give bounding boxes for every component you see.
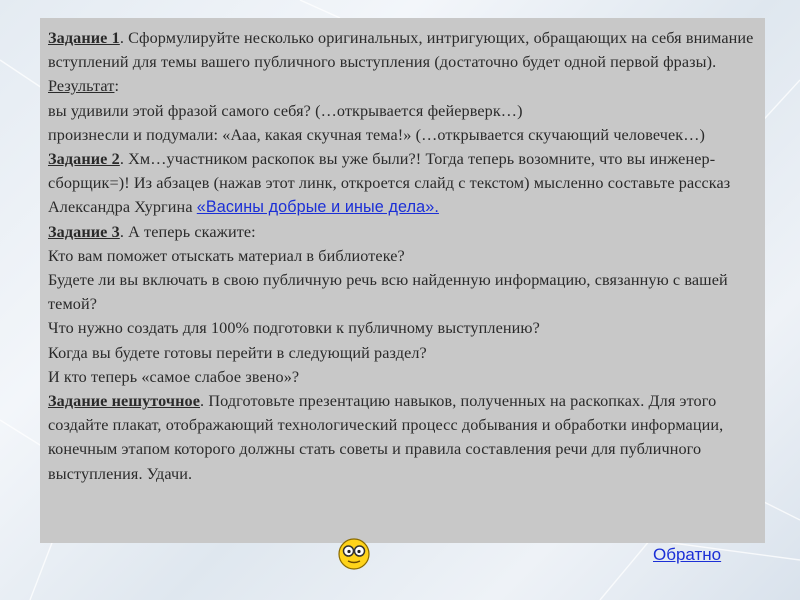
question-3: Что нужно создать для 100% подготовки к публичному выступлению? xyxy=(48,319,540,338)
nerd-smiley-icon xyxy=(337,537,371,571)
result-colon: : xyxy=(114,77,120,96)
task4-label: Задание нешуточное xyxy=(48,392,201,411)
task1-result-line1: вы удивили этой фразой самого себя? (…открывается фейерверк…) xyxy=(48,101,523,120)
story-link[interactable]: «Васины добрые и иные дела». xyxy=(196,198,439,217)
task3-text: . А теперь скажите: xyxy=(119,222,256,241)
question-4: Когда вы будете готовы перейти в следующий раздел? xyxy=(48,343,427,362)
task1-label: Задание 1 xyxy=(48,29,120,47)
task2-label: Задание 2 xyxy=(48,150,120,169)
task1-text: . Сформулируйте несколько оригинальных, интригующих, обращающих на себя внимание вступлений для темы вашего публичного выступления (достаточно будет одной первой фразы). xyxy=(48,29,754,72)
slide-content xyxy=(48,26,758,486)
question-1: Кто вам поможет отыскать материал в библиотеке? xyxy=(48,246,405,265)
task3-paragraph xyxy=(48,220,758,244)
task1-result-line2: произнесли и подумали: «Ааа, какая скучная тема!» (…открывается скучающий человечек…) xyxy=(48,125,706,144)
task2-paragraph xyxy=(48,147,758,220)
result-label: Результат xyxy=(48,77,115,96)
task1-paragraph xyxy=(48,26,758,99)
task4-text: . Подготовьте презентацию навыков, полученных на раскопках. Для этого создайте плакат, отображающий технологический процесс добывания и обработки информации, конечным этапом которого должны стать советы и правила составления речи для публичного выступления. Удачи. xyxy=(48,392,724,483)
question-2: Будете ли вы включать в свою публичную речь всю найденную информацию, связанную с вашей темой? xyxy=(48,271,728,314)
question-5: И кто теперь «самое слабое звено»? xyxy=(48,367,300,386)
task4-paragraph xyxy=(48,389,758,486)
back-link[interactable]: Обратно xyxy=(653,545,722,564)
task2-text: . Хм…участником раскопок вы уже были?! Тогда теперь возомните, что вы инженер-сборщик=)! Из абзацев (нажав этот линк, откроется слайд с текстом) мысленно составьте рассказ Александра Хургина xyxy=(48,150,731,217)
task3-label: Задание 3 xyxy=(48,222,120,241)
